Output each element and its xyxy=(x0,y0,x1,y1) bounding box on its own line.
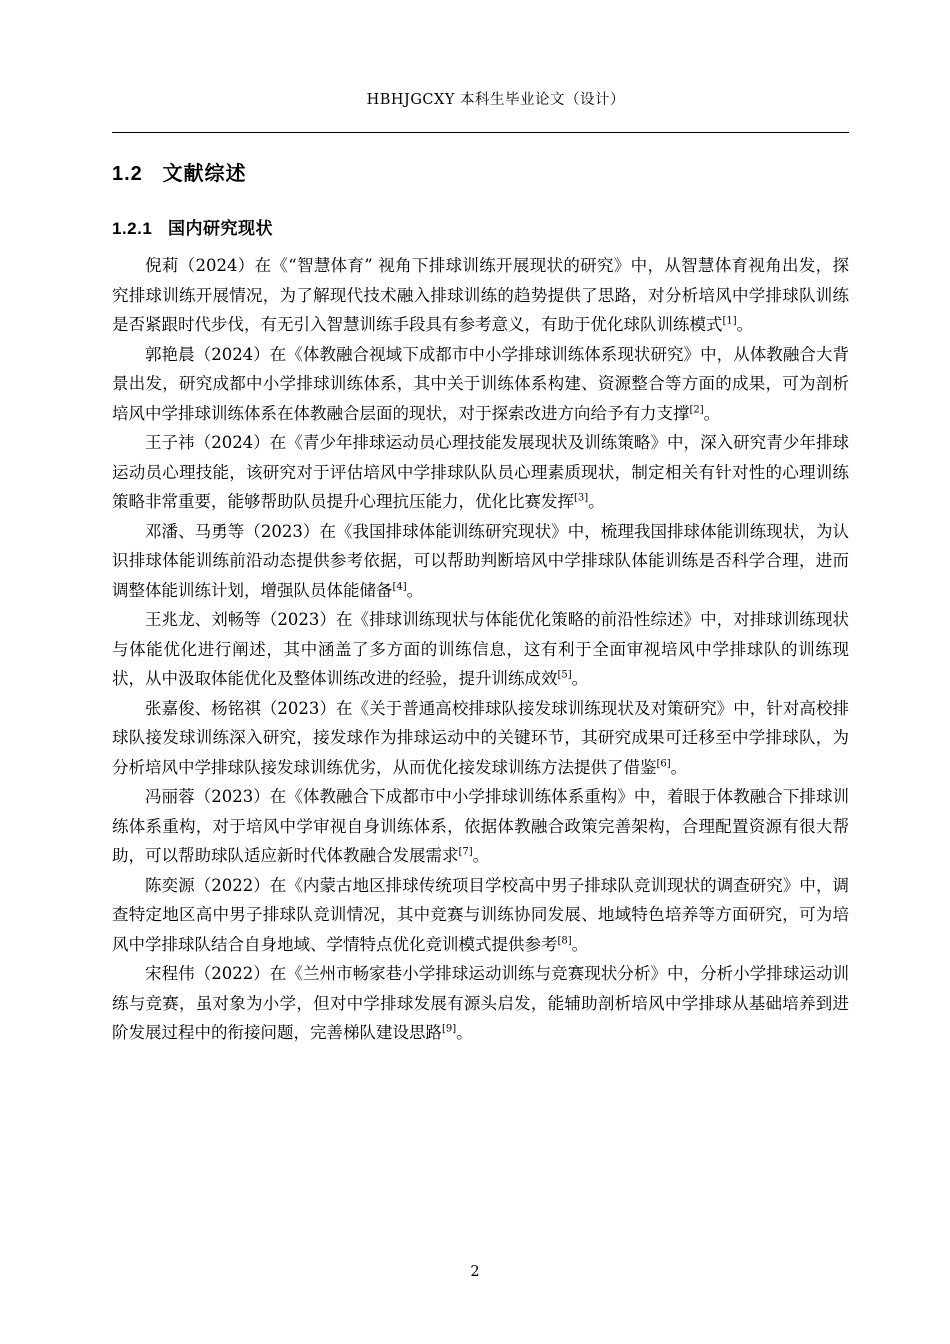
paragraph-period: 。 xyxy=(670,757,688,777)
paragraph-period: 。 xyxy=(456,1023,473,1042)
paragraph-period: 。 xyxy=(571,669,589,688)
paragraph-text: 冯丽蓉（2023）在《体教融合下成都市中小学排球训练体系重构》中，着眼于体教融合下排球训练体系重构，对于培风中学审视自身训练体系，依据体教融合政策完善架构，合理配置资源有很大帮助，可以帮助球队适应新时代体教融合发展需求 xyxy=(112,787,849,865)
citation-marker: [5] xyxy=(557,669,572,681)
citation-marker: [9] xyxy=(442,1023,457,1035)
citation-marker: [7] xyxy=(458,846,473,858)
section-heading: 1.2 文献综述 xyxy=(112,163,247,185)
paragraph xyxy=(112,871,849,960)
header-title: HBHJGCXY 本科生毕业论文（设计） xyxy=(366,92,626,108)
paragraph-period: 。 xyxy=(571,934,589,954)
paragraph xyxy=(112,694,849,783)
paragraph xyxy=(112,251,849,340)
paragraph-text: 王子祎（2024）在《青少年排球运动员心理技能发展现状及训练策略》中，深入研究青少年排球运动员心理技能，该研究对于评估培风中学排球队队员心理素质现状，制定相关有针对性的心理训练策略非常重要，能够帮助队员提升心理抗压能力，优化比赛发挥 xyxy=(112,433,849,511)
subsection-heading: 1.2.1 国内研究现状 xyxy=(112,219,273,238)
paragraph xyxy=(112,605,849,694)
paragraph-text: 倪莉（2024）在《“智慧体育” 视角下排球训练开展现状的研究》中，从智慧体育视角出发，探究排球训练开展情况，为了解现代技术融入排球训练的趋势提供了思路，对分析培风中学排球队训练是否紧跟时代步伐，有无引入智慧训练手段具有参考意义，有助于优化球队训练模式 xyxy=(112,256,849,334)
body-text xyxy=(112,251,849,1048)
paragraph xyxy=(112,428,849,517)
paragraph-text: 宋程伟（2022）在《兰州市畅家巷小学排球运动训练与竞赛现状分析》中，分析小学排球运动训练与竞赛，虽对象为小学，但对中学排球发展有源头启发，能辅助剖析培风中学排球从基础培养到进阶发展过程中的衔接问题，完善梯队建设思路 xyxy=(112,964,849,1042)
paragraph-text: 王兆龙、刘畅等（2023）在《排球训练现状与体能优化策略的前沿性综述》中，对排球训练现状与体能优化进行阐述，其中涵盖了多方面的训练信息，这有利于全面审视培风中学排球队的训练现状，从中汲取体能优化及整体训练改进的经验，提升训练成效 xyxy=(112,610,849,688)
citation-marker: [6] xyxy=(656,758,671,769)
page-footer xyxy=(0,1264,950,1280)
paragraph xyxy=(112,782,849,871)
header-divider xyxy=(112,132,849,133)
paragraph-period: 。 xyxy=(588,492,605,511)
paragraph xyxy=(112,517,849,606)
paragraph-text: 陈奕源（2022）在《内蒙古地区排球传统项目学校高中男子排球队竞训现状的调查研究》中，调查特定地区高中男子排球队竞训情况，其中竞赛与训练协同发展、地域特色培养等方面研究，可为培风中学排球队结合自身地域、学情特点优化竞训模式提供参考 xyxy=(112,875,849,954)
citation-marker: [2] xyxy=(689,404,704,415)
citation-marker: [1] xyxy=(722,315,737,327)
paragraph-text: 郭艳晨（2024）在《体教融合视域下成都市中小学排球训练体系现状研究》中，从体教融合大背景出发，研究成都中小学排球训练体系，其中关于训练体系构建、资源整合等方面的成果，可为剖析培风中学排球训练体系在体教融合层面的现状，对于探索改进方向给予有力支撑 xyxy=(112,344,849,423)
paragraph-text: 张嘉俊、杨铭祺（2023）在《关于普通高校排球队接发球训练现状及对策研究》中，针对高校排球队接发球训练深入研究，接发球作为排球运动中的关键环节，其研究成果可迁移至中学排球队，为分析培风中学排球队接发球训练优劣，从而优化接发球训练方法提供了借鉴 xyxy=(112,698,849,777)
page-number: 2 xyxy=(470,1264,480,1280)
paragraph-text: 邓潘、马勇等（2023）在《我国排球体能训练研究现状》中，梳理我国排球体能训练现状，为认识排球体能训练前沿动态提供参考依据，可以帮助判断培风中学排球队体能训练是否科学合理，进而调整体能训练计划，增强队员体能储备 xyxy=(112,521,849,600)
citation-marker: [4] xyxy=(392,581,407,592)
citation-marker: [3] xyxy=(574,492,589,504)
paragraph-period: 。 xyxy=(736,315,754,334)
paragraph-period: 。 xyxy=(472,846,490,865)
paragraph-period: 。 xyxy=(406,580,424,600)
paragraph xyxy=(112,959,849,1048)
citation-marker: [8] xyxy=(557,935,572,946)
paragraph xyxy=(112,340,849,429)
page-header xyxy=(112,72,849,132)
paragraph-period: 。 xyxy=(703,403,721,423)
